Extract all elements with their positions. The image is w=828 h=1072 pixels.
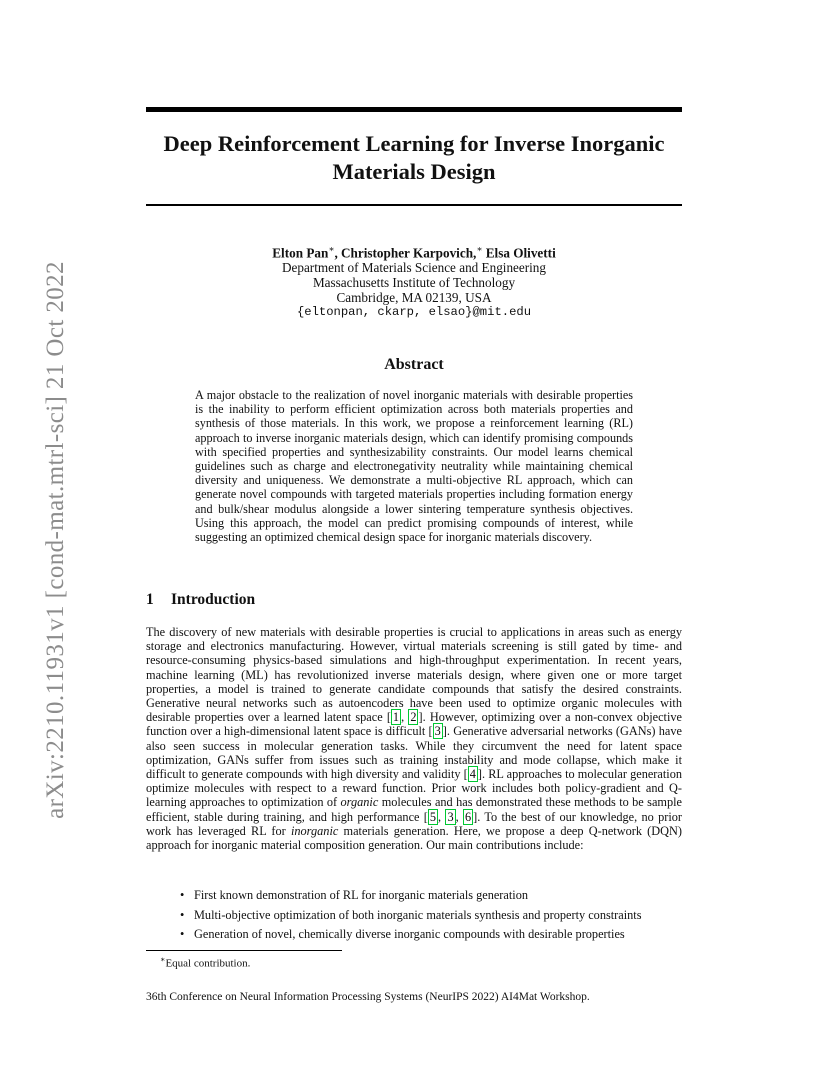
author-2-mark: ∗ <box>476 244 483 254</box>
citation-link[interactable]: 3 <box>447 809 454 824</box>
list-item: • Multi-objective optimization of both inorganic materials synthesis and property constraints <box>180 906 680 926</box>
contributions-list <box>180 886 680 945</box>
author-emails[interactable]: {eltonpan, ckarp, elsao}@mit.edu <box>296 305 532 320</box>
intro-text-3: ]. Generative adversarial networks (GANs) have also seen success in molecular generation tasks. While they circumvent the need for latent space optimization, GANs suffer from issues such as training instability and mode collapse, which make it difficult to generate compounds with high diversity and validity [ <box>146 724 682 782</box>
intro-text-4: ]. RL approaches to molecular generation optimize molecules with respect to a reward function. Prior work includes both policy-gradient and Q-learning approaches to optimization of <box>146 767 682 810</box>
affiliation-institute: Massachusetts Institute of Technology <box>312 275 516 291</box>
intro-text-2: ]. However, optimizing over a non-convex objective function over a high-dimensional latent space is difficult [ <box>146 710 683 739</box>
list-item: • First known demonstration of RL for inorganic materials generation <box>180 886 680 906</box>
citation-link[interactable]: 4 <box>469 767 476 782</box>
author-names: Elton Pan∗, Christopher Karpovich,∗ Elsa Olivetti <box>272 244 556 261</box>
citation-link[interactable]: 3 <box>434 724 441 739</box>
footnote-mark: ∗ <box>160 955 166 964</box>
author-1: Elton Pan <box>272 245 329 261</box>
footnote <box>160 955 250 970</box>
title-line-1: Deep Reinforcement Learning for Inverse Inorganic <box>163 131 665 156</box>
title-line-2: Materials Design <box>332 159 496 184</box>
emphasis-inorganic: inorganic <box>290 823 339 838</box>
introduction-paragraph <box>146 625 682 852</box>
citation-link[interactable]: 2 <box>410 710 417 725</box>
intro-text-5: molecules and has demonstrated these methods to be sample efficient, stable during training, and high performance [ <box>146 795 682 824</box>
author-3: Elsa Olivetti <box>485 245 556 261</box>
citation-separator: , <box>401 710 409 725</box>
section-title: Introduction <box>171 591 256 608</box>
section-heading <box>146 591 255 609</box>
arxiv-stamp-text: arXiv:2210.11931v1 [cond-mat.mtrl-sci] 21 Oct 2022 <box>42 261 69 819</box>
abstract-heading: Abstract <box>384 356 444 373</box>
venue-line: 36th Conference on Neural Information Processing Systems (NeurIPS 2022) AI4Mat Workshop. <box>146 991 590 1003</box>
intro-text-6: ]. To the best of our knowledge, no prior work has leveraged RL for <box>146 809 683 838</box>
intro-text-7: materials generation. Here, we propose a deep Q-network (DQN) approach for inorganic material composition generation. Our main contributions include: <box>146 823 682 853</box>
title-top-rule <box>146 107 682 112</box>
citation-link[interactable]: 1 <box>392 710 400 725</box>
author-2: Christopher Karpovich, <box>341 245 477 261</box>
citation-separator: , <box>455 809 463 824</box>
citation-link[interactable]: 5 <box>429 809 437 824</box>
citation-link[interactable]: 6 <box>464 809 472 824</box>
intro-text-1: The discovery of new materials with desirable properties is crucial to applications in areas such as energy storage and electronics manufacturing. However, virtual materials screening is still gated by time- and resource-consuming physics-based simulations and high-throughput experimentation. In recent years, machine learning (ML) has revolutionized inverse materials design, where given one or more target properties, a model is trained to generate candidate compounds that satisfy the desired constraints. Generative neural networks such as autoencoders have been used to optimize organic molecules with desirable properties over a learned latent space [ <box>146 625 682 725</box>
affiliation-address: Cambridge, MA 02139, USA <box>336 290 492 306</box>
footnote-rule <box>146 950 342 951</box>
author-1-mark: ∗ <box>328 244 335 254</box>
section-number: 1 <box>146 591 154 608</box>
abstract-text: A major obstacle to the realization of novel inorganic materials with desirable properties is the inability to perform efficient optimization across both materials properties and synthesis of those materials. In this work, we propose a reinforcement learning (RL) approach to inverse inorganic materials design, which can identify promising compounds with specified properties and synthesizability constraints. Our model learns chemical guidelines such as charge and electronegativity neutrality while maintaining chemical diversity and uniqueness. We demonstrate a multi-objective RL approach, which can generate novel compounds with targeted materials properties including formation energy and bulk/shear modulus alongside a lower sintering temperature synthesis objectives. Using this approach, the model can predict promising compounds of interest, while suggesting an optimized chemical design space for inorganic materials discovery. <box>195 388 633 545</box>
footnote-text: Equal contribution. <box>165 957 251 970</box>
paper-title <box>146 130 682 186</box>
list-item: • Generation of novel, chemically diverse inorganic compounds with desirable properties <box>180 925 680 945</box>
author-block <box>146 242 682 320</box>
affiliation-department: Department of Materials Science and Engineering <box>281 260 546 276</box>
emphasis-organic: organic <box>340 795 379 810</box>
title-bottom-rule <box>146 204 682 206</box>
citation-separator: , <box>438 809 446 824</box>
